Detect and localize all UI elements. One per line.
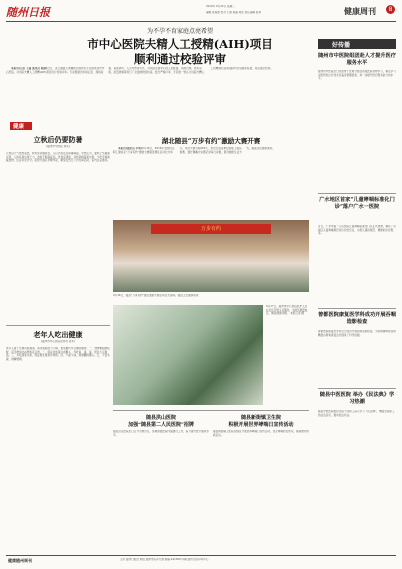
center-byline: 本报讯(通讯员 李明) — [118, 147, 143, 150]
right-story1-title: 随州市中医院组团赴人才提升医疗服务水平 — [318, 53, 396, 66]
bottom-story2-body: 随县新街镇卫生院在辖区开展世界哮喘日宣传活动，普及哮喘防治知识，提高群众防病意识。 — [213, 430, 309, 437]
bottom-story1-title-line1: 随县洪山医院 — [145, 415, 176, 421]
page-title: 健康周刊 — [344, 7, 376, 16]
divider — [318, 193, 396, 194]
newspaper-logo: 随州日报 — [6, 6, 50, 19]
event-banner: 万步有约 — [151, 224, 271, 234]
right-story4-title: 随县中医医院 举办《民法典》学习热潮 — [319, 392, 395, 405]
section-tag-label: 好传播 — [332, 42, 351, 49]
elderly-subtitle: (随州市中心医院营养科 张华) — [41, 340, 75, 343]
bottom-story2-title-line2: 积极开展世界哮喘日宣传活动 — [228, 422, 294, 428]
center-title: 湖北随县“万步有约”激励大赛开赛 — [161, 137, 261, 145]
elderly-body: 老年人由于生理功能减退，消化吸收能力下降，更需要科学合理的膳食。一、食物要粗细搭配，适当增加全谷物和杂豆类。二、保证优质蛋白质摄入，多吃鱼、禽、蛋、奶及大豆制品。三、多吃蔬菜水果，保证维生素和矿物质。四、少盐少油，控制糖的摄入。五、少量多餐，细嚼慢咽。 — [6, 347, 110, 361]
event-photo — [113, 220, 309, 292]
lead-title-line1: 市中心医院夫精人工授精(AIH)项目 — [87, 37, 273, 51]
bottom-story2-title-line1: 随县新街镇卫生院 — [240, 415, 281, 421]
right-story3-body: 曾都医院康复医学科近日成功开展吞咽造影检查，为吞咽障碍患者的精准诊断和康复治疗提供了科学依据。 — [318, 330, 396, 337]
center-body-text: 9月16日，2019年全国机关职工健步走“万步有约”激励大赛随县赛区启动仪式举行。本次大赛为期100天，来自全县各单位的职工组队参赛，通过佩戴计步器记录每日步数，倡导健康生活方式，提高全民健康素养。 — [113, 147, 275, 154]
health-tag — [10, 122, 32, 130]
bottom-story1-body: 随县洪山医院近日召开专题会议，部署加强医院内涵建设工作，着力提升医疗服务水平。 — [113, 430, 209, 437]
bottom-story1-title-line2: 加强“随县第二人民医院”招牌 — [128, 422, 194, 428]
lead-body — [6, 67, 309, 107]
health-body: 立秋后天气依然炎热，秋老虎余威犹在，人们仍需注意防暑降温。中医认为，夏秋之交暑湿交蒸，人体容易出现乏力、食欲不振等症状。饮食宜清淡，多吃新鲜蔬菜水果，少吃辛辣油腻食物，注意补充水分。起居方面应早睡早起，避免在烈日下长时间活动，室内注意通风。 — [6, 152, 110, 163]
right-story4-body: 随县中医医院组织全院干部职工深入学习《民法典》，增强全院职工的法治意识，推动依法执业。 — [318, 410, 395, 417]
clinic-photo — [113, 305, 263, 405]
right-story2-body: 近日，广水市第一人民医院儿童哮喘标准化门诊正式挂牌，填补了该地区儿童哮喘规范化诊疗的空白，为患儿提供规范、便捷的诊疗服务。 — [318, 225, 396, 236]
clinic-photo-caption: 9月17日，随州市中心医院医护人员在社区开展义诊服务，为居民测量血压、解答健康问题。 本报记者 摄 — [266, 305, 308, 316]
health-tag-label: 健康 — [13, 124, 25, 130]
health-title: 立秋后仍要防暑 — [33, 135, 83, 144]
divider — [113, 410, 309, 411]
masthead-rule — [6, 21, 396, 22]
divider — [6, 325, 110, 326]
lead-body-text: 近日，省卫健委人类辅助生殖技术专家组来到市中心医院，对该院夫精人工授精(AIH)项目进行校验评审。专家组通过听取汇报、现场查看、查阅资料、人员考核等方式，对该院生殖中心的人员配置、场地设施、技术流程、质量控制等进行了全面细致的检查。经过严格评审，专家组一致认为该院夫精人工授精项目各项指标均达到国家标准，同意通过校验。 — [6, 67, 273, 74]
right-story1-body: 随州市中医院近日选派骨干医师分批赴省级医院进修学习，重点学习中医特色诊疗技术及临床管理经验，进一步提升医疗服务能力和水平。 — [318, 70, 396, 81]
masthead — [6, 3, 396, 21]
lead-kicker: 为不孕不育家庭点亮希望 — [146, 28, 213, 35]
page-number: 8 — [386, 5, 395, 14]
divider — [318, 388, 396, 389]
right-story2-title: 广水地区首家“儿童哮喘标准化门诊”落户广水一医院 — [319, 197, 395, 210]
editor-credits: 编辑 张海波 校对 王敏 美编 刘佳 责任编辑 赵琦 — [206, 11, 262, 14]
footer-left: 健康随州周刊 — [8, 558, 32, 563]
event-photo-caption: 9月16日，随县“万步有约”健走激励大赛启动仪式现场。随县卫生健康局供 — [113, 294, 199, 297]
center-body — [113, 147, 309, 217]
footer-right: 主办 随州日报社 地址 随州市沿河大道 邮编 441300 印刷 随州日报印务中心 — [120, 558, 209, 561]
lead-byline: 本报讯(记者 王丽 通讯员 陈静) — [11, 67, 48, 70]
health-subtitle: (随州市中医院 刘英) — [46, 145, 70, 148]
section-tag — [318, 39, 396, 49]
right-story3-title: 曾都医院康复医学科成功开展吞咽造影检查 — [318, 312, 396, 325]
issue-date: 2019年 9月24日 星期二 — [206, 5, 235, 8]
divider — [318, 308, 396, 309]
elderly-title: 老年人吃出健康 — [33, 330, 83, 339]
footer-rule — [6, 555, 396, 556]
lead-title-line2: 顺利通过校验评审 — [134, 52, 226, 66]
